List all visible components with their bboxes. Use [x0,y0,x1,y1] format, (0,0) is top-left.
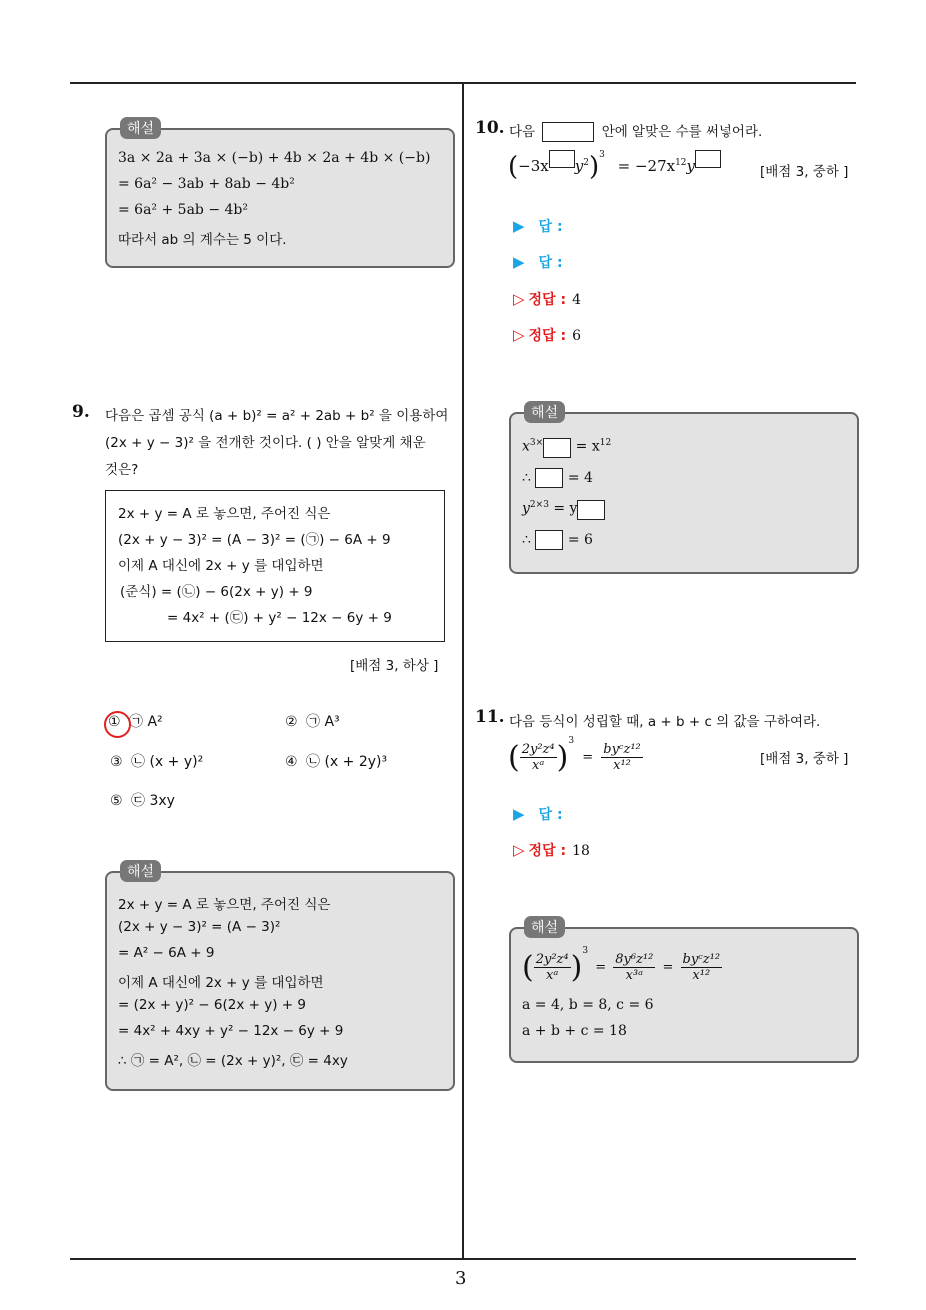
q10-blank-exp2[interactable] [695,150,721,168]
sol11-line-1: ( $\frac{\text{2y²z⁴}}{\text{xᵃ}}$ )$^3$ = $\frac{\text{8y⁶z¹²}}{\text{x³ᵃ}}$ = $\frac{\text{byᶜz¹²}}{\text{x¹²}}$ [522,946,721,985]
q9-option-2[interactable] [285,711,340,731]
sol11-line-2: a = 4, b = 8, c = 6 [522,997,654,1013]
sol8-line-2: = 6a² − 3ab + 8ab − 4b² [118,176,295,192]
bottom-rule [70,1258,856,1260]
q11-den1: xᵃ [532,758,545,773]
q10-text-after: 안에 알맞은 수를 써넣어라. [601,124,763,140]
solution-tag-q11: 해설 [524,916,565,938]
option-5-marker: ⑤ [110,793,123,809]
q10-equation: (−3x $y^2)^3 = -27x^{12}y$ [508,150,721,182]
sol9-line-5: = (2x + y)² − 6(2x + y) + 9 [118,997,306,1013]
q10-rhs-y: y [686,157,696,175]
sol10-line-2: ∴ = 4 [522,470,593,486]
option-2-text: ㉠ A³ [306,714,340,730]
q11-number: 11. [475,707,505,727]
sol8-line-3: = 6a² + 5ab − 4b² [118,202,249,218]
sol9-line-4: 이제 A 대신에 2x + y 를 대입하면 [118,975,324,991]
q9-option-3[interactable] [110,751,203,771]
page-number: 3 [455,1268,467,1289]
q10-lhs-b-exp: 2 [583,158,589,168]
solution-tag-q9: 해설 [120,860,161,882]
q9-option-1[interactable] [108,711,163,731]
option-5-text: ㉢ 3xy [131,793,175,809]
selected-circle-icon [104,711,131,738]
sol10-line-3: $y^{2\times 3} = y$ [522,500,605,520]
q9-box-line-5: = 4x² + (㉢) + y² − 12x − 6y + 9 [167,610,392,626]
q11-correct: ▷ 정답 : 18 [513,841,590,859]
sol10-blank-1 [543,438,571,458]
column-divider [462,84,464,1258]
q11-exp: 3 [568,736,575,746]
play-arrow-icon: ▶ [513,805,525,823]
option-3-text: ㉡ (x + y)² [131,754,204,770]
q9-box-line-4: (준식) = (㉡) − 6(2x + y) + 9 [120,584,313,600]
sol9-line-1: 2x + y = A 로 놓으면, 주어진 식은 [118,897,331,913]
q10-lhs-a: −3x [518,157,549,175]
sol9-line-2: (2x + y − 3)² = (A − 3)² [118,919,281,935]
q11-text: 다음 등식이 성립할 때, a + b + c 의 값을 구하여라. [509,714,821,730]
option-4-marker: ④ [285,754,298,770]
outline-arrow-icon: ▷ [513,841,525,859]
sol10-blank-3 [577,500,605,520]
option-4-text: ㉡ (x + 2y)³ [306,754,388,770]
q10-blank-exp1[interactable] [549,150,575,168]
q11-num1: 2y²z⁴ [521,742,555,757]
sol10-line-1: $x^{3\times} = x^{12}$ [522,438,611,458]
q9-box-line-3: 이제 A 대신에 2x + y 를 대입하면 [118,558,324,574]
q10-correct-2: ▷ 정답 : 6 [513,326,581,344]
q10-blank[interactable] [542,122,594,142]
q9-text-3: 것은? [105,462,139,478]
q9-box-line-1: 2x + y = A 로 놓으면, 주어진 식은 [118,506,331,522]
q11-num2: byᶜz¹² [603,742,641,757]
q10-text [509,120,762,142]
sol9-line-3: = A² − 6A + 9 [118,945,215,961]
sol10-blank-2 [535,468,563,488]
q9-text-1: 다음은 곱셈 공식 (a + b)² = a² + 2ab + b² 을 이용하여 [105,408,449,424]
q10-answer-1[interactable]: ▶ 답 : [513,217,563,235]
q11-answer[interactable]: ▶ 답 : [513,805,563,823]
option-1-marker: ① [108,714,121,730]
q10-rhs-exp: 12 [675,158,687,168]
play-arrow-icon: ▶ [513,253,525,271]
solution-tag-q10: 해설 [524,401,565,423]
q9-score: [배점 3, 하상 ] [350,658,439,674]
sol8-line-4: 따라서 ab 의 계수는 5 이다. [118,232,287,248]
sol10-blank-4 [535,530,563,550]
play-arrow-icon: ▶ [513,217,525,235]
option-1-text: ㉠ A² [129,714,163,730]
outline-arrow-icon: ▷ [513,290,525,308]
q10-number: 10. [475,118,505,138]
sol9-line-6: = 4x² + 4xy + y² − 12x − 6y + 9 [118,1023,344,1039]
q9-number: 9. [72,402,90,422]
q9-text-2: (2x + y − 3)² 을 전개한 것이다. ( ) 안을 알맞게 채운 [105,435,426,451]
q10-outer-exp: 3 [599,150,605,160]
sol9-line-7: ∴ ㉠ = A², ㉡ = (2x + y)², ㉢ = 4xy [118,1053,348,1069]
outline-arrow-icon: ▷ [513,326,525,344]
q10-score: [배점 3, 중하 ] [760,164,849,180]
q10-correct-1: ▷ 정답 : 4 [513,290,581,308]
sol8-line-1: 3a × 2a + 3a × (−b) + 4b × 2a + 4b × (−b) [118,150,431,166]
q11-equation: ( $\frac{\text{2y²z⁴}}{\text{xᵃ}}$ )$^3$ = $\frac{\text{byᶜz¹²}}{\text{x¹²}}$ [508,736,641,775]
q10-answer-2[interactable]: ▶ 답 : [513,253,563,271]
q10-rhs: = −27x [617,157,676,175]
option-3-marker: ③ [110,754,123,770]
q11-den2: x¹² [613,758,631,773]
q9-option-5[interactable] [110,790,175,810]
option-2-marker: ② [285,714,298,730]
q9-option-4[interactable] [285,751,387,771]
sol10-line-4: ∴ = 6 [522,532,593,548]
q10-lhs-b: y [574,157,584,175]
q11-score: [배점 3, 중하 ] [760,751,849,767]
q10-text-before: 다음 [509,124,536,140]
solution-tag-q8: 해설 [120,117,161,139]
sol11-line-3: a + b + c = 18 [522,1023,627,1039]
q9-box-line-2: (2x + y − 3)² = (A − 3)² = (㉠) − 6A + 9 [118,532,391,548]
